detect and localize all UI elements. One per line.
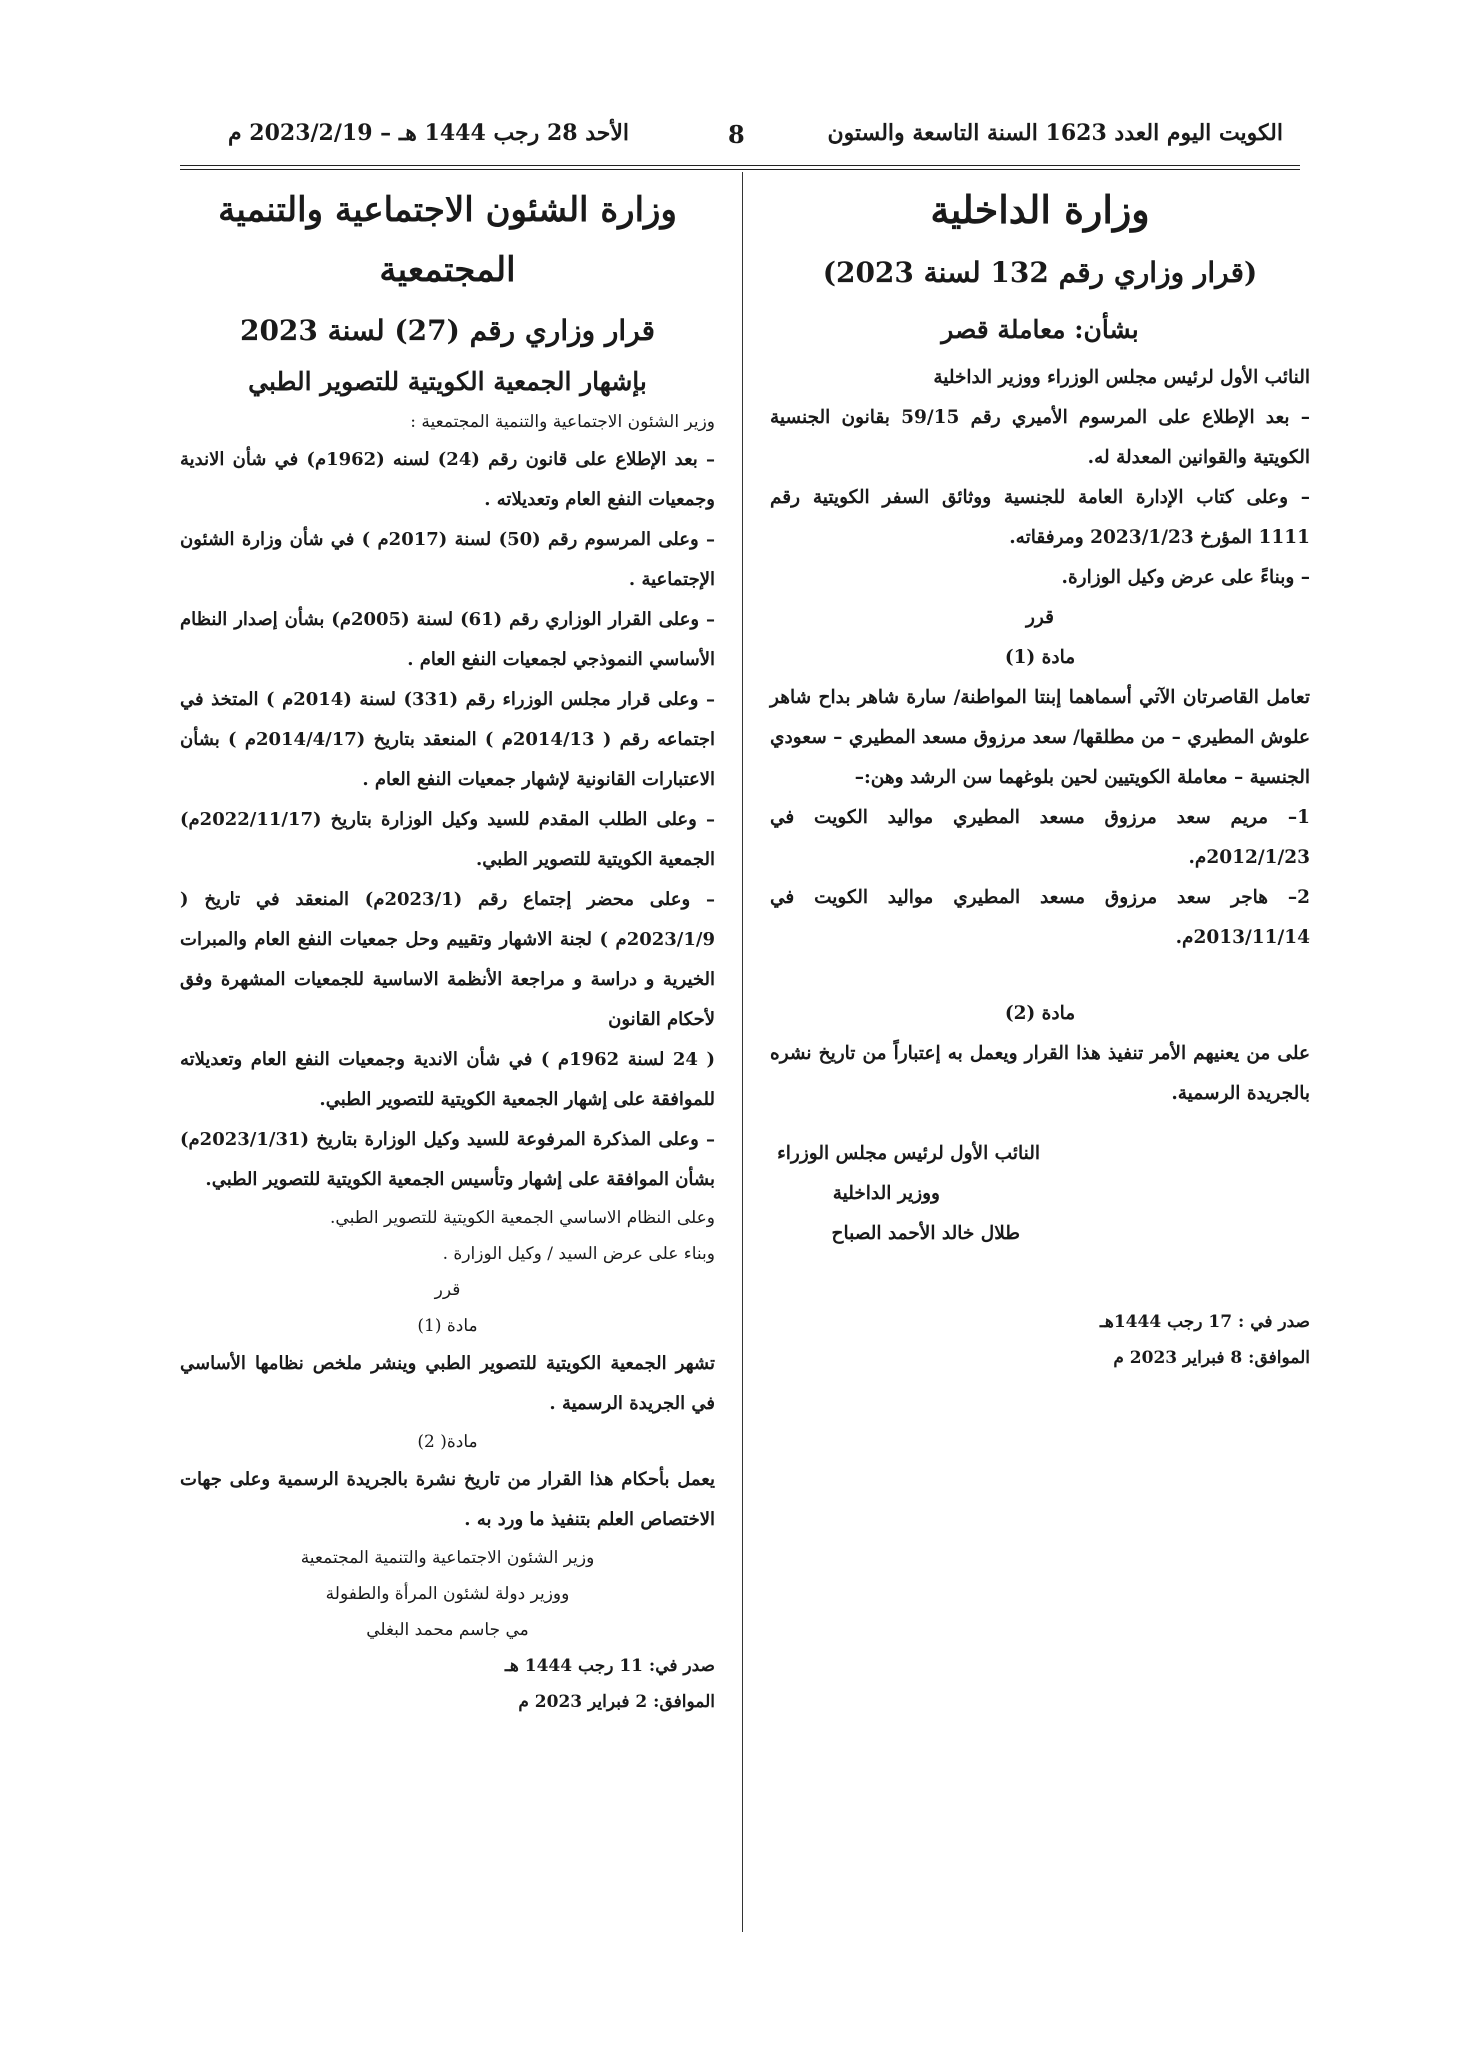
ministry-title: وزارة الداخلية xyxy=(930,187,1150,232)
signatory-name: مي جاسم محمد البغلي xyxy=(366,1620,529,1640)
issued-date: صدر في: 11 رجب 1444 هـ xyxy=(504,1656,715,1676)
preamble-item: – وعلى القرار الوزاري رقم (61) لسنة (2005م) بشأن إصدار النظام الأساسي النموذجي لجمعيات النفع العام . xyxy=(180,609,715,670)
corresponding-date: الموافق: 8 فبراير 2023 م xyxy=(1113,1348,1310,1368)
preamble-item: وبناء على عرض السيد / وكيل الوزارة . xyxy=(442,1244,715,1264)
preamble-item: – وعلى المذكرة المرفوعة للسيد وكيل الوزارة بتاريخ (2023/1/31م) بشأن الموافقة على إشهار وتأسيس الجمعية الكويتية للتصوير الطبي. xyxy=(180,1129,715,1190)
article-heading: مادة( 2) xyxy=(417,1432,478,1452)
preamble-item: – وعلى المرسوم رقم (50) لسنة (2017م ) في شأن وزارة الشئون الإجتماعية . xyxy=(180,529,715,590)
minor-entry: 2– هاجر سعد مرزوق مسعد المطيري مواليد الكويت في 2013/11/14م. xyxy=(770,887,1310,948)
preamble-item: – بعد الإطلاع على المرسوم الأميري رقم 59/15 بقانون الجنسية الكويتية والقوانين المعدلة له. xyxy=(770,407,1310,468)
social-affairs-decree-column xyxy=(180,180,715,1720)
decree-subject: بإشهار الجمعية الكويتية للتصوير الطبي xyxy=(248,367,647,396)
decided-label: قرر xyxy=(434,1280,461,1300)
minor-entry: 1– مريم سعد مرزوق مسعد المطيري مواليد الكويت في 2012/1/23م. xyxy=(770,807,1310,868)
preamble-item: ( 24 لسنة 1962م ) في شأن الاندية وجمعيات النفع العام وتعديلاته للموافقة على إشهار الجمعية الكويتية للتصوير الطبي. xyxy=(180,1049,715,1110)
article-heading: مادة (2) xyxy=(1004,1003,1076,1024)
signature-line: وزير الشئون الاجتماعية والتنمية المجتمعية xyxy=(300,1548,595,1568)
article-text: يعمل بأحكام هذا القرار من تاريخ نشرة بالجريدة الرسمية وعلى جهات الاختصاص العلم بتنفيذ ما ورد به . xyxy=(180,1469,715,1530)
article-heading: مادة (1) xyxy=(417,1316,478,1336)
issuer-line: وزير الشئون الاجتماعية والتنمية المجتمعية : xyxy=(410,412,715,432)
ministry-title: وزارة الشئون الاجتماعية والتنمية المجتمعية xyxy=(218,190,677,290)
issued-date: صدر في : 17 رجب 1444هـ xyxy=(1099,1312,1310,1332)
article-text: تعامل القاصرتان الآتي أسماهما إبنتا المواطنة/ سارة شاهر بداح شاهر علوش المطيري – من مطلقها/ سعد مرزوق مسعد المطيري – سعودي الجنسية – معاملة الكويتيين لحين بلوغهما سن الرشد وهن:– xyxy=(770,687,1310,788)
decree-subject: بشأن: معاملة قصر xyxy=(941,315,1139,344)
issuer-line: النائب الأول لرئيس مجلس الوزراء ووزير الداخلية xyxy=(933,367,1310,388)
preamble-item: – وعلى الطلب المقدم للسيد وكيل الوزارة بتاريخ (2022/11/17م) الجمعية الكويتية للتصوير الطبي. xyxy=(180,809,715,870)
signature-line: النائب الأول لرئيس مجلس الوزراء xyxy=(777,1143,1040,1164)
preamble-item: وعلى النظام الاساسي الجمعية الكويتية للتصوير الطبي. xyxy=(330,1208,715,1228)
decree-title: (قرار وزاري رقم 132 لسنة 2023) xyxy=(822,256,1258,289)
decree-title: قرار وزاري رقم (27) لسنة 2023 xyxy=(239,314,656,347)
article-heading: مادة (1) xyxy=(1004,647,1076,668)
preamble-item: – وعلى كتاب الإدارة العامة للجنسية ووثائق السفر الكويتية رقم 1111 المؤرخ 2023/1/23 ومرفقاته. xyxy=(770,487,1310,548)
article-text: على من يعنيهم الأمر تنفيذ هذا القرار ويعمل به إعتباراً من تاريخ نشره بالجريدة الرسمية. xyxy=(770,1043,1310,1104)
preamble-item: – وعلى محضر إجتماع رقم (2023/1م) المنعقد في تاريخ ( 2023/1/9م ) لجنة الاشهار وتقييم وحل جمعيات النفع العام والمبرات الخيرية و دراسة و مراجعة الأنظمة الاساسية للجمعيات المشهرة وفق لأحكام القانون xyxy=(180,889,716,1030)
signature-line: ووزير الداخلية xyxy=(832,1183,940,1204)
header-date: الأحد 28 رجب 1444 هـ – 2023/2/19 م xyxy=(228,120,630,146)
page-number: 8 xyxy=(728,120,745,149)
preamble-item: – بعد الإطلاع على قانون رقم (24) لسنه (1962م) في شأن الاندية وجمعيات النفع العام وتعديلاته . xyxy=(180,449,715,510)
signatory-name: طلال خالد الأحمد الصباح xyxy=(831,1223,1020,1244)
corresponding-date: الموافق: 2 فبراير 2023 م xyxy=(518,1692,715,1712)
header-divider-2 xyxy=(180,169,1300,170)
header-issue-info: الكويت اليوم العدد 1623 السنة التاسعة والستون xyxy=(827,120,1283,146)
preamble-item: – وبناءً على عرض وكيل الوزارة. xyxy=(1061,567,1310,588)
decided-label: قرر xyxy=(1026,607,1054,628)
preamble-item: – وعلى قرار مجلس الوزراء رقم (331) لسنة (2014م ) المتخذ في اجتماعه رقم ( 2014/13م ) المنعقد بتاريخ (2014/4/17م ) بشأن الاعتبارات القانونية لإشهار جمعيات النفع العام . xyxy=(180,689,716,790)
signature-line: ووزير دولة لشئون المرأة والطفولة xyxy=(325,1584,570,1604)
header-divider xyxy=(180,165,1300,166)
article-text: تشهر الجمعية الكويتية للتصوير الطبي وينشر ملخص نظامها الأساسي في الجريدة الرسمية . xyxy=(180,1353,715,1414)
interior-decree-column xyxy=(770,180,1310,1376)
column-divider xyxy=(742,172,743,1932)
